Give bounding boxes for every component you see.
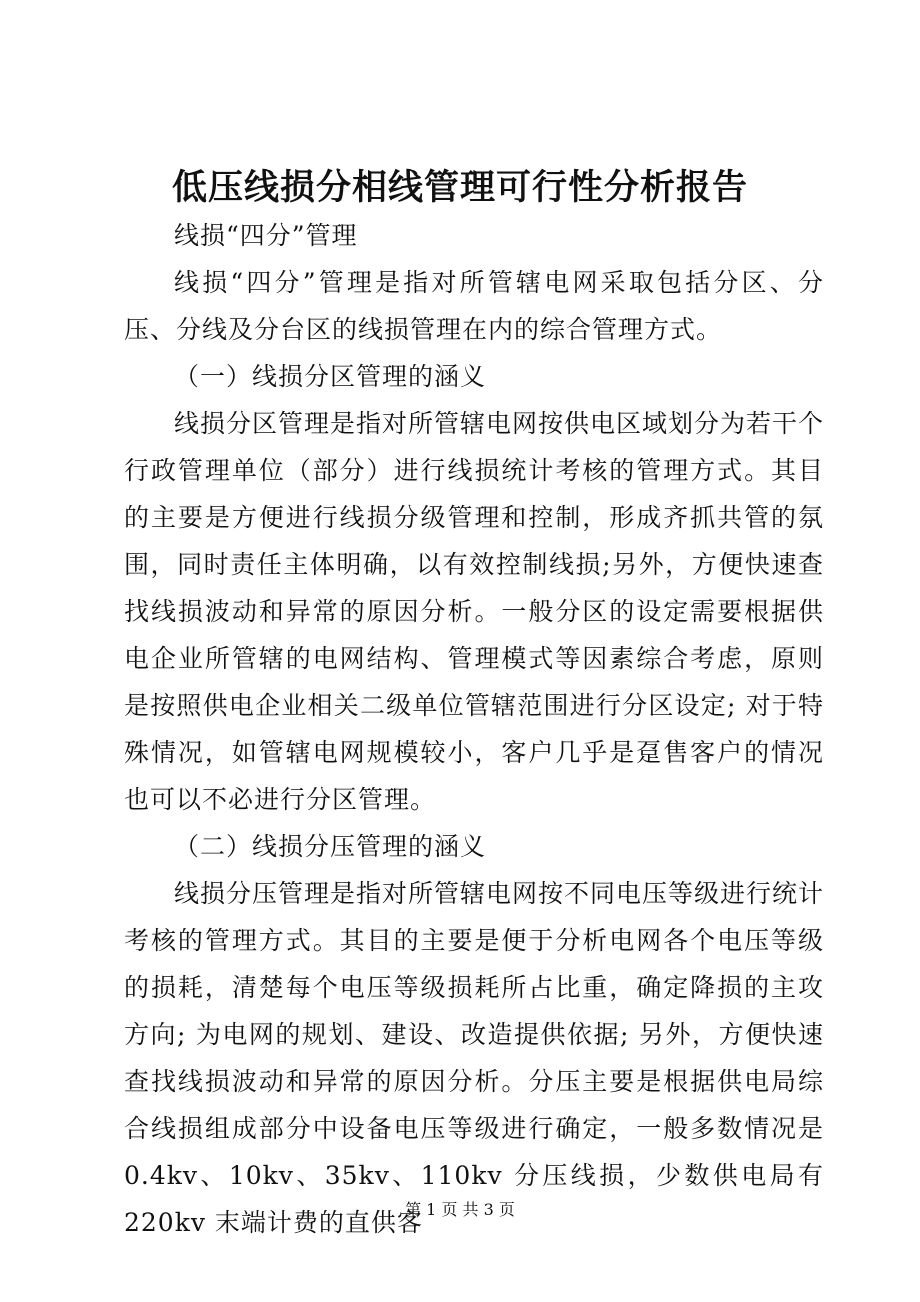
document-title: 低压线损分相线管理可行性分析报告 [171, 167, 748, 208]
paragraph: 线损“四分”管理是指对所管辖电网采取包括分区、分压、分线及分台区的线损管理在内的综合管理方式。 [124, 268, 824, 344]
document-body [124, 212, 824, 1246]
subsection-heading: （二）线损分压管理的涵义 [174, 832, 487, 861]
page-number-footer: 第 1 页 共 3 页 [405, 1200, 515, 1219]
paragraph: 线损分区管理是指对所管辖电网按供电区域划分为若干个行政管理单位（部分）进行线损统计考核的管理方式。其目的主要是方便进行线损分级管理和控制，形成齐抓共管的氛围，同时责任主体明确，以有效控制线损;另外，方便快速查找线损波动和异常的原因分析。一般分区的设定需要根据供电企业所管辖的电网结构、管理模式等因素综合考虑，原则是按照供电企业相关二级单位管辖范围进行分区设定; 对于特殊情况，如管辖电网规模较小，客户几乎是趸售客户的情况也可以不必进行分区管理。 [124, 409, 825, 814]
section-heading: 线损“四分”管理 [174, 221, 358, 250]
paragraph: 线损分压管理是指对所管辖电网按不同电压等级进行统计考核的管理方式。其目的主要是便于分析电网各个电压等级的损耗，清楚每个电压等级损耗所占比重，确定降损的主攻方向; 为电网的规划、建设、改造提供依据; 另外，方便快速查找线损波动和异常的原因分析。分压主要是根据供电局综合线损组成部分中设备电压等级进行确定，一般多数情况是 0.4kv、10kv、35kv、110kv 分压线损，少数供电局有 220kv 末端计费的直供客 [124, 879, 825, 1237]
subsection-heading: （一）线损分区管理的涵义 [174, 362, 487, 391]
